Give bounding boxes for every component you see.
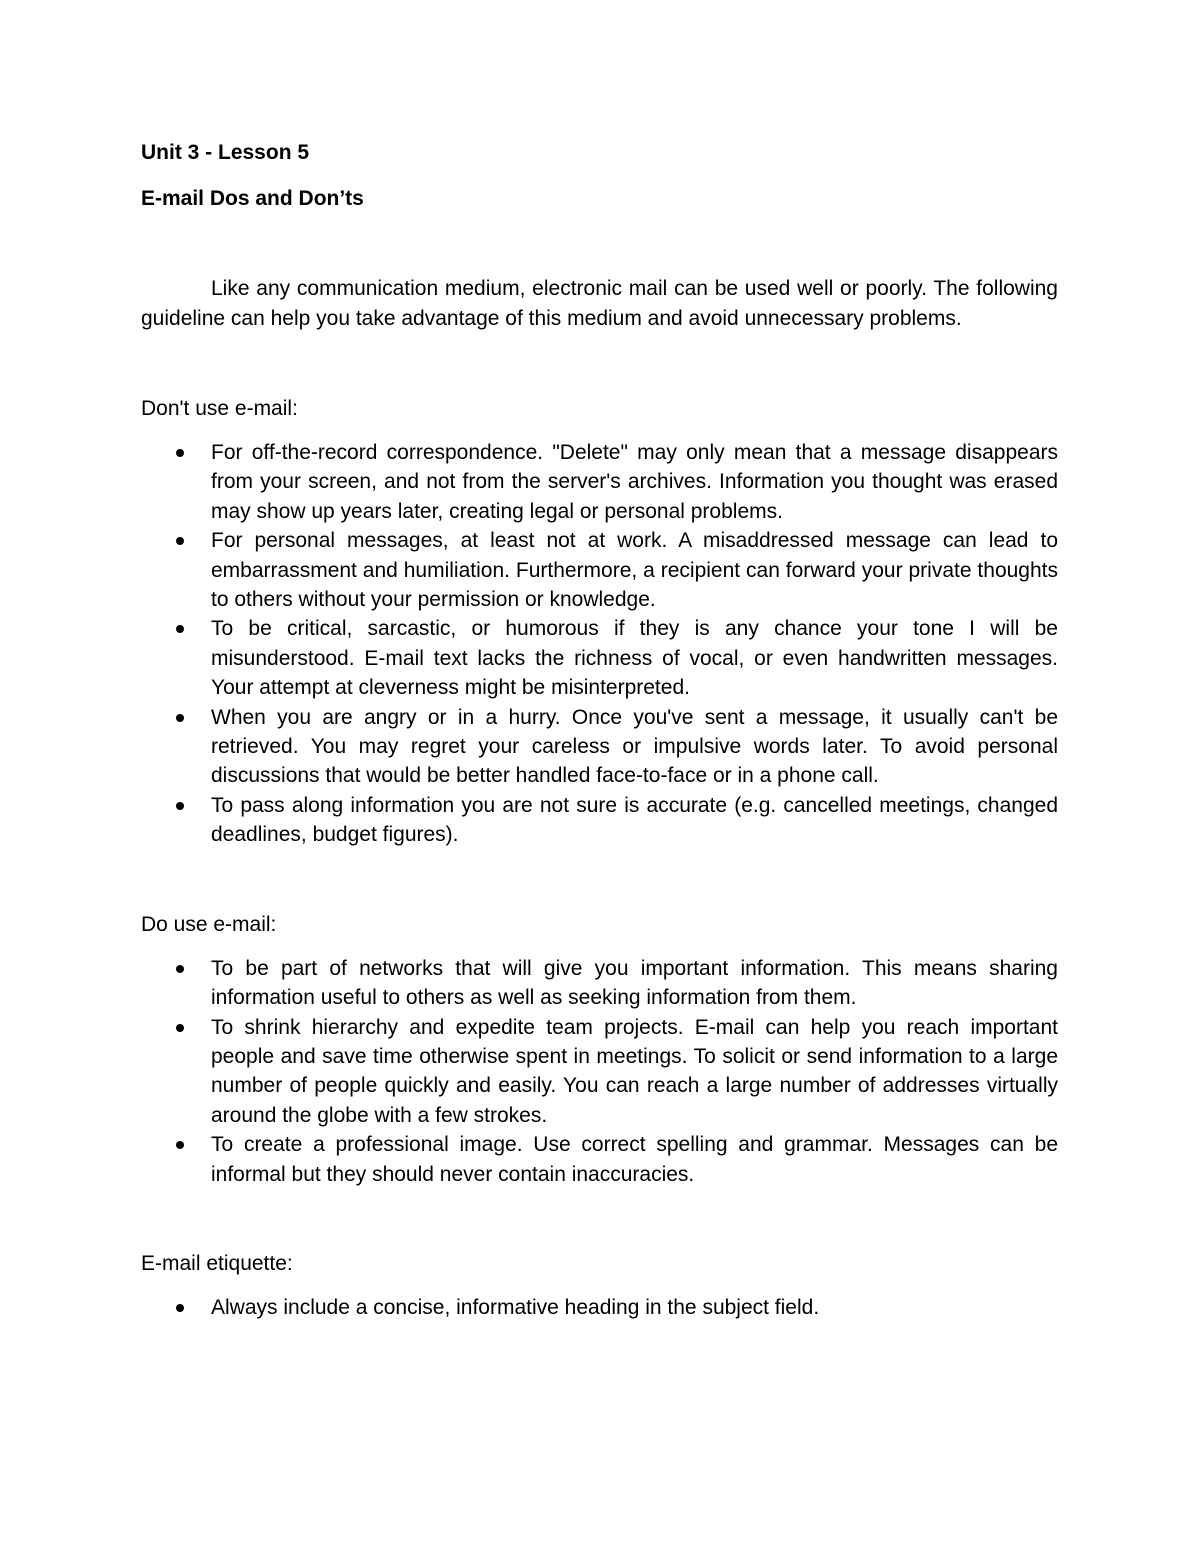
list-item: [141, 1130, 1058, 1189]
bullet-icon: [176, 537, 184, 545]
list-item: [141, 438, 1058, 526]
bullet-icon: [176, 1304, 184, 1312]
bullet-icon: [176, 802, 184, 810]
bullet-icon: [176, 1141, 184, 1149]
do-section-heading: Do use e-mail:: [141, 912, 277, 936]
list-item: [141, 791, 1058, 850]
dont-section-heading: Don't use e-mail:: [141, 397, 298, 420]
bullet-icon: [176, 449, 184, 457]
list-item: [141, 1013, 1058, 1131]
list-item: [141, 954, 1058, 1013]
dont-list: [141, 438, 1058, 850]
bullet-icon: [176, 625, 184, 633]
list-item-text: To pass along information you are not sure is accurate (e.g. cancelled meetings, changed deadlines, budget figures).: [211, 793, 1058, 847]
list-item-text: Always include a concise, informative heading in the subject field.: [211, 1295, 820, 1319]
list-item: [141, 1293, 1058, 1322]
list-item-text: To be part of networks that will give you important information. This means sharing information useful to others as well as seeking information from them.: [211, 956, 1058, 1010]
list-item: [141, 703, 1058, 791]
bullet-icon: [176, 965, 184, 973]
list-item-text: When you are angry or in a hurry. Once you've sent a message, it usually can't be retrieved. You may regret your careless or impulsive words later. To avoid personal discussions that would be better handled face-to-face or in a phone call.: [211, 705, 1058, 788]
bullet-icon: [176, 714, 184, 722]
page-subtitle: E-mail Dos and Don’ts: [141, 187, 364, 210]
list-item-text: To create a professional image. Use correct spelling and grammar. Messages can be informal but they should never contain inaccuracies.: [211, 1133, 1058, 1186]
list-item-text: For personal messages, at least not at work. A misaddressed message can lead to embarrassment and humiliation. Furthermore, a recipient can forward your private thoughts to others without your permission or knowledge.: [211, 529, 1058, 612]
bullet-icon: [176, 1024, 184, 1032]
list-item: [141, 526, 1058, 614]
etiquette-section-heading: E-mail etiquette:: [141, 1251, 293, 1275]
list-item-text: For off-the-record correspondence. "Delete" may only mean that a message disappears from your screen, and not from the server's archives. Information you thought was erased may show up years later, creating legal or personal problems.: [211, 441, 1058, 523]
list-item-text: To shrink hierarchy and expedite team projects. E-mail can help you reach important people and save time otherwise spent in meetings. To solicit or send information to a large number of people quickly and easily. You can reach a large number of addresses virtually around the globe with a few strokes.: [211, 1015, 1058, 1127]
page-title: Unit 3 - Lesson 5: [141, 141, 310, 164]
etiquette-list: [141, 1293, 1058, 1322]
intro-paragraph: Like any communication medium, electronic mail can be used well or poorly. The following guideline can help you take advantage of this medium and avoid unnecessary problems.: [141, 277, 1058, 330]
list-item-text: To be critical, sarcastic, or humorous if they is any chance your tone I will be misunderstood. E-mail text lacks the richness of vocal, or even handwritten messages. Your attempt at cleverness might be misinterpreted.: [211, 617, 1058, 700]
list-item: [141, 614, 1058, 702]
do-list: [141, 954, 1058, 1189]
document-page: [141, 138, 1058, 1322]
